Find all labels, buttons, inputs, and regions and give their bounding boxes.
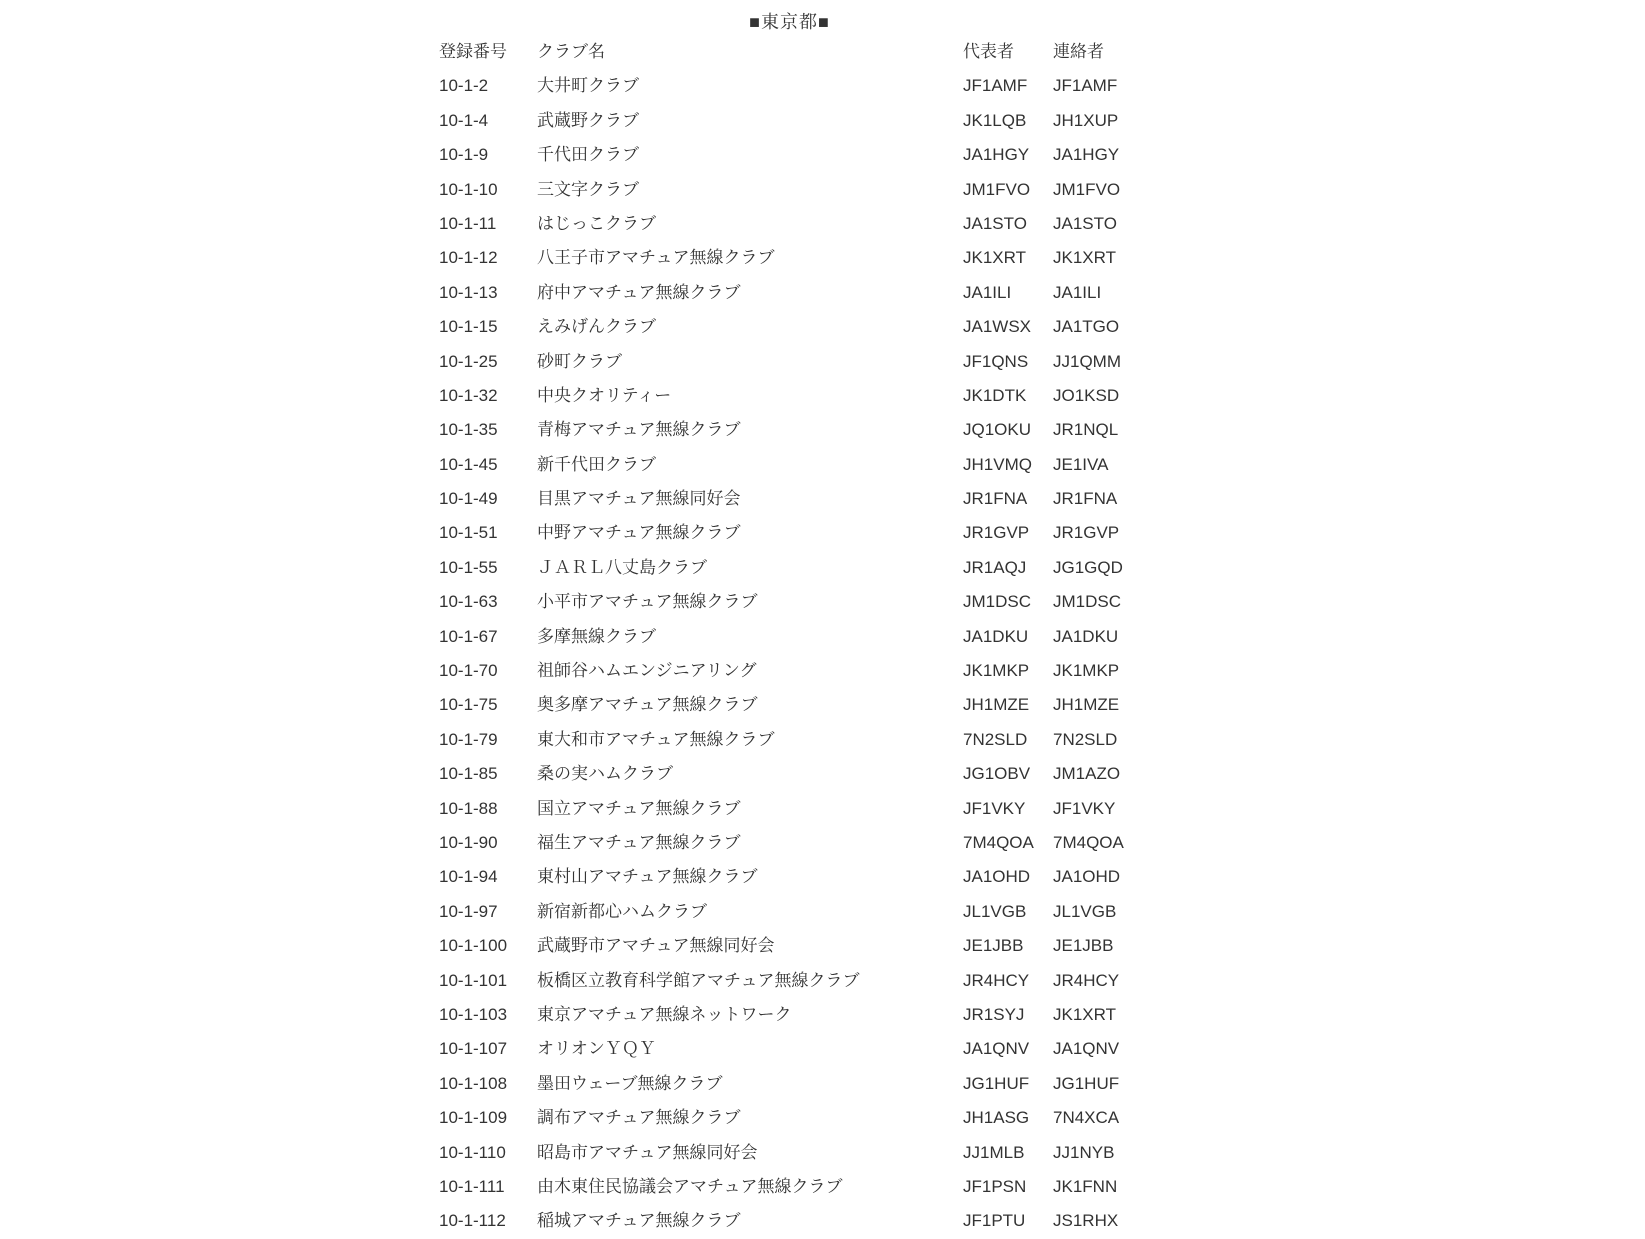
cell-contact: JR4HCY	[1053, 970, 1120, 990]
cell-club-name: 目黒アマチュア無線同好会	[537, 489, 741, 509]
col-header-representative: 代表者	[963, 42, 1014, 61]
cell-club-name: 八王子市アマチュア無線クラブ	[537, 248, 775, 268]
cell-contact: JA1OHD	[1053, 867, 1121, 887]
cell-registration-number: 10-1-110	[439, 1142, 506, 1162]
cell-representative: JF1AMF	[963, 76, 1028, 96]
page-title: ■東京都■	[749, 12, 830, 32]
cell-representative: JH1ASG	[963, 1108, 1030, 1128]
cell-contact: JA1HGY	[1053, 145, 1120, 165]
table-row	[439, 895, 1140, 929]
cell-registration-number: 10-1-70	[439, 661, 498, 681]
cell-registration-number: 10-1-75	[439, 695, 498, 715]
cell-registration-number: 10-1-2	[439, 76, 489, 96]
cell-club-name: 武蔵野市アマチュア無線同好会	[537, 936, 775, 956]
cell-contact: JR1GVP	[1053, 523, 1120, 543]
cell-contact: 7N2SLD	[1053, 729, 1118, 749]
cell-registration-number: 10-1-51	[439, 523, 498, 543]
cell-representative: JJ1MLB	[963, 1142, 1025, 1162]
cell-representative: JF1PSN	[963, 1176, 1027, 1196]
cell-contact: JR1NQL	[1053, 420, 1119, 440]
cell-registration-number: 10-1-109	[439, 1108, 508, 1128]
cell-registration-number: 10-1-94	[439, 867, 498, 887]
cell-club-name: 国立アマチュア無線クラブ	[537, 798, 741, 818]
cell-representative: JA1HGY	[963, 145, 1030, 165]
table-body	[439, 69, 1140, 1238]
cell-registration-number: 10-1-88	[439, 798, 498, 818]
cell-registration-number: 10-1-90	[439, 832, 498, 852]
cell-club-name: はじっこクラブ	[537, 213, 656, 233]
cell-contact: JM1FVO	[1053, 179, 1121, 199]
table-row	[439, 448, 1140, 482]
cell-representative: JG1OBV	[963, 764, 1031, 784]
cell-representative: JM1FVO	[963, 179, 1031, 199]
table-header-row	[439, 35, 1140, 69]
cell-registration-number: 10-1-13	[439, 282, 498, 302]
cell-club-name: 稲城アマチュア無線クラブ	[537, 1211, 741, 1231]
cell-contact: JA1STO	[1053, 213, 1117, 233]
cell-registration-number: 10-1-25	[439, 351, 498, 371]
cell-club-name: 多摩無線クラブ	[537, 626, 656, 646]
cell-contact: JK1FNN	[1053, 1176, 1118, 1196]
cell-registration-number: 10-1-10	[439, 179, 498, 199]
cell-representative: JA1ILI	[963, 282, 1012, 302]
cell-registration-number: 10-1-32	[439, 385, 498, 405]
cell-club-name: 中野アマチュア無線クラブ	[537, 523, 741, 543]
cell-representative: JR1GVP	[963, 523, 1030, 543]
cell-contact: 7M4QOA	[1053, 832, 1124, 852]
table-row	[439, 69, 1140, 103]
cell-contact: JF1AMF	[1053, 76, 1118, 96]
cell-registration-number: 10-1-112	[439, 1211, 506, 1231]
cell-registration-number: 10-1-85	[439, 764, 498, 784]
cell-contact: JJ1QMM	[1053, 351, 1121, 371]
cell-representative: JF1VKY	[963, 798, 1026, 818]
cell-representative: JL1VGB	[963, 901, 1027, 921]
cell-registration-number: 10-1-111	[439, 1176, 505, 1196]
cell-contact: JA1TGO	[1053, 317, 1120, 337]
cell-club-name: 福生アマチュア無線クラブ	[537, 832, 741, 852]
col-header-contact: 連絡者	[1053, 42, 1104, 61]
table-row	[439, 620, 1140, 654]
cell-contact: JM1DSC	[1053, 592, 1122, 612]
cell-representative: JR1AQJ	[963, 557, 1027, 577]
cell-contact: JE1IVA	[1053, 454, 1109, 474]
cell-representative: 7M4QOA	[963, 832, 1034, 852]
cell-club-name: 祖師谷ハムエンジニアリング	[537, 661, 757, 681]
cell-contact: JK1XRT	[1053, 1004, 1116, 1024]
cell-representative: JK1DTK	[963, 385, 1027, 405]
cell-club-name: 新千代田クラブ	[537, 454, 656, 474]
cell-registration-number: 10-1-101	[439, 970, 508, 990]
table-row	[439, 998, 1140, 1032]
cell-club-name: オリオンＹＱＹ	[537, 1039, 656, 1059]
cell-registration-number: 10-1-103	[439, 1004, 508, 1024]
table-row	[439, 241, 1140, 275]
cell-representative: JK1LQB	[963, 110, 1027, 130]
cell-contact: JR1FNA	[1053, 489, 1118, 509]
table-row	[439, 688, 1140, 722]
table-row	[439, 345, 1140, 379]
cell-representative: JG1HUF	[963, 1073, 1030, 1093]
cell-registration-number: 10-1-63	[439, 592, 498, 612]
table-row	[439, 723, 1140, 757]
table-row	[439, 929, 1140, 963]
cell-club-name: えみげんクラブ	[537, 317, 656, 337]
cell-contact: JA1DKU	[1053, 626, 1119, 646]
cell-registration-number: 10-1-35	[439, 420, 498, 440]
club-list-document	[439, 9, 1140, 1239]
cell-club-name: 三文字クラブ	[537, 179, 639, 199]
table-row	[439, 826, 1140, 860]
cell-representative: JK1MKP	[963, 661, 1030, 681]
cell-representative: JH1VMQ	[963, 454, 1032, 474]
cell-registration-number: 10-1-100	[439, 936, 508, 956]
cell-representative: JF1QNS	[963, 351, 1029, 371]
cell-registration-number: 10-1-11	[439, 213, 497, 233]
table-row	[439, 792, 1140, 826]
cell-contact: JJ1NYB	[1053, 1142, 1115, 1162]
cell-representative: JM1DSC	[963, 592, 1032, 612]
table-row	[439, 757, 1140, 791]
club-table	[439, 35, 1140, 1239]
cell-contact: JK1XRT	[1053, 248, 1116, 268]
cell-representative: JA1DKU	[963, 626, 1029, 646]
cell-registration-number: 10-1-107	[439, 1039, 508, 1059]
cell-club-name: 奥多摩アマチュア無線クラブ	[537, 695, 758, 715]
cell-registration-number: 10-1-15	[439, 317, 498, 337]
table-row	[439, 654, 1140, 688]
cell-contact: JF1VKY	[1053, 798, 1116, 818]
cell-registration-number: 10-1-55	[439, 557, 498, 577]
table-row	[439, 276, 1140, 310]
cell-representative: JA1WSX	[963, 317, 1032, 337]
cell-contact: JM1AZO	[1053, 764, 1121, 784]
cell-club-name: 青梅アマチュア無線クラブ	[537, 420, 741, 440]
table-row	[439, 482, 1140, 516]
cell-representative: JR1FNA	[963, 489, 1028, 509]
cell-contact: JG1HUF	[1053, 1073, 1120, 1093]
table-row	[439, 104, 1140, 138]
cell-club-name: 調布アマチュア無線クラブ	[537, 1108, 741, 1128]
cell-contact: JE1JBB	[1053, 936, 1114, 956]
cell-club-name: 千代田クラブ	[537, 145, 639, 165]
cell-representative: 7N2SLD	[963, 729, 1028, 749]
cell-representative: JK1XRT	[963, 248, 1026, 268]
cell-contact: JG1GQD	[1053, 557, 1123, 577]
cell-club-name: 中央クオリティー	[537, 385, 672, 405]
table-row	[439, 413, 1140, 447]
cell-club-name: 板橋区立教育科学館アマチュア無線クラブ	[537, 970, 860, 990]
cell-representative: JA1OHD	[963, 867, 1031, 887]
cell-contact: JH1XUP	[1053, 110, 1119, 130]
table-row	[439, 1032, 1140, 1066]
cell-club-name: 府中アマチュア無線クラブ	[537, 282, 741, 302]
cell-club-name: 昭島市アマチュア無線同好会	[537, 1142, 758, 1162]
cell-club-name: 東大和市アマチュア無線クラブ	[537, 729, 775, 749]
cell-club-name: 小平市アマチュア無線クラブ	[537, 592, 758, 612]
table-row	[439, 138, 1140, 172]
cell-club-name: 大井町クラブ	[537, 76, 639, 96]
table-row	[439, 207, 1140, 241]
cell-club-name: 新宿新都心ハムクラブ	[537, 901, 707, 921]
cell-club-name: 東京アマチュア無線ネットワーク	[537, 1004, 792, 1024]
table-row	[439, 860, 1140, 894]
cell-representative: JH1MZE	[963, 695, 1030, 715]
table-row	[439, 585, 1140, 619]
cell-contact: JH1MZE	[1053, 695, 1120, 715]
cell-club-name: 由木東住民協議会アマチュア無線クラブ	[537, 1176, 843, 1196]
cell-contact: JO1KSD	[1053, 385, 1120, 405]
cell-representative: JR1SYJ	[963, 1004, 1025, 1024]
cell-registration-number: 10-1-12	[439, 248, 498, 268]
cell-contact: JK1MKP	[1053, 661, 1120, 681]
cell-contact: JS1RHX	[1053, 1211, 1119, 1231]
cell-club-name: 桑の実ハムクラブ	[537, 764, 673, 784]
cell-registration-number: 10-1-45	[439, 454, 498, 474]
cell-representative: JQ1OKU	[963, 420, 1032, 440]
cell-registration-number: 10-1-108	[439, 1073, 508, 1093]
cell-representative: JE1JBB	[963, 936, 1024, 956]
table-row	[439, 310, 1140, 344]
cell-registration-number: 10-1-4	[439, 110, 489, 130]
table-row	[439, 1170, 1140, 1204]
table-row	[439, 379, 1140, 413]
cell-registration-number: 10-1-79	[439, 729, 498, 749]
cell-club-name: 武蔵野クラブ	[537, 110, 639, 130]
cell-contact: 7N4XCA	[1053, 1108, 1120, 1128]
cell-club-name: 墨田ウェーブ無線クラブ	[537, 1073, 723, 1093]
col-header-registration-number: 登録番号	[439, 42, 507, 61]
cell-club-name: 東村山アマチュア無線クラブ	[537, 867, 758, 887]
table-row	[439, 964, 1140, 998]
cell-contact: JA1ILI	[1053, 282, 1102, 302]
table-row	[439, 516, 1140, 550]
table-row	[439, 1067, 1140, 1101]
table-row	[439, 551, 1140, 585]
table-row	[439, 1136, 1140, 1170]
table-row	[439, 173, 1140, 207]
col-header-club-name: クラブ名	[537, 42, 605, 61]
cell-representative: JA1STO	[963, 213, 1027, 233]
cell-club-name: 砂町クラブ	[537, 351, 622, 371]
cell-representative: JF1PTU	[963, 1211, 1026, 1231]
cell-contact: JA1QNV	[1053, 1039, 1120, 1059]
cell-registration-number: 10-1-49	[439, 489, 498, 509]
cell-representative: JR4HCY	[963, 970, 1030, 990]
cell-registration-number: 10-1-9	[439, 145, 489, 165]
cell-representative: JA1QNV	[963, 1039, 1030, 1059]
cell-contact: JL1VGB	[1053, 901, 1117, 921]
table-row	[439, 1101, 1140, 1135]
cell-registration-number: 10-1-97	[439, 901, 498, 921]
cell-club-name: ＪＡＲＬ八丈島クラブ	[537, 557, 707, 577]
cell-registration-number: 10-1-67	[439, 626, 498, 646]
